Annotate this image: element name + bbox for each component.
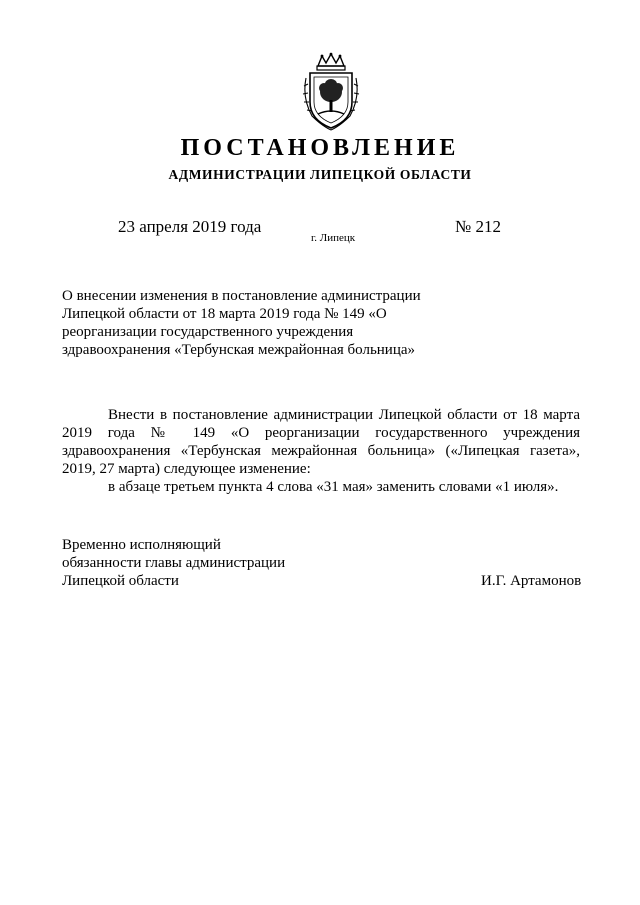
- signatory-position-line: Временно исполняющий: [62, 537, 221, 553]
- document-title: ПОСТАНОВЛЕНИЕ: [180, 135, 460, 161]
- document-date: 23 апреля 2019 года: [118, 217, 262, 236]
- document-place: г. Липецк: [311, 232, 356, 244]
- signatory-position-line: обязанности главы администрации: [62, 555, 286, 571]
- document-body: [62, 406, 580, 496]
- issuing-authority: АДМИНИСТРАЦИИ ЛИПЕЦКОЙ ОБЛАСТИ: [168, 167, 472, 182]
- signatory-position: [62, 536, 362, 590]
- body-paragraph: Внести в постановление администрации Липецкой области от 18 марта 2019 года № 149 «О реорганизации государственного учреждения здравоохранения «Тербунская межрайонная больница» («Липецкая газета», 2019, 27 марта) следующее изменение:: [62, 407, 580, 477]
- signatory-position-line: Липецкой области: [62, 573, 179, 589]
- document-subject: О внесении изменения в постановление администрации Липецкой области от 18 марта 2019 года № 149 «О реорганизации государственного учреждения здравоохранения «Тербунская межрайонная больница»: [62, 288, 421, 358]
- body-paragraph: в абзаце третьем пункта 4 слова «31 мая» заменить словами «1 июля».: [108, 479, 559, 495]
- signatory-name: И.Г. Артамонов: [481, 573, 582, 589]
- coat-of-arms-icon: [296, 52, 366, 132]
- document-number: № 212: [455, 217, 501, 236]
